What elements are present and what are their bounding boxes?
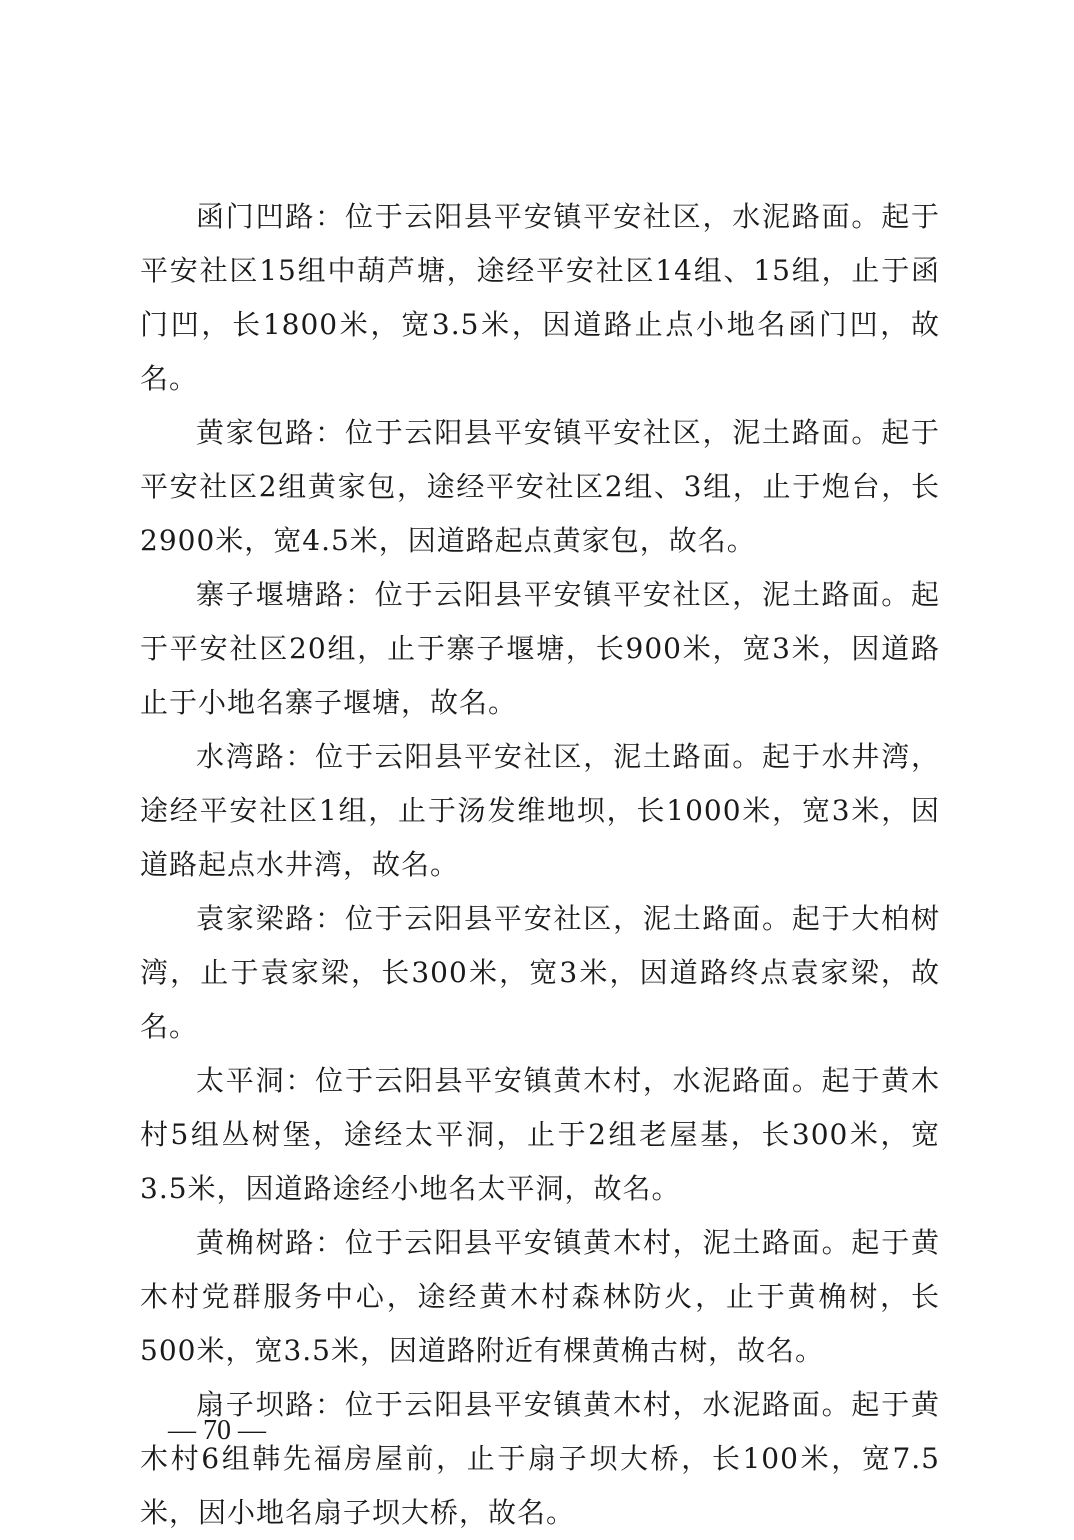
road-entry-huangjiabao: 黄家包路：位于云阳县平安镇平安社区，泥土路面。起于平安社区2组黄家包，途经平安社区2组、3组，止于炮台，长2900米，宽4.5米，因道路起点黄家包，故名。 [140,416,940,557]
road-entry-taipingdong: 太平洞：位于云阳县平安镇黄木村，水泥路面。起于黄木村5组丛树堡，途经太平洞，止于2组老屋基，长300米，宽3.5米，因道路途经小地名太平洞，故名。 [140,1064,940,1205]
page-number: — 70 — [168,1415,266,1446]
document-body [140,190,940,1540]
road-entry-yuanjialiang: 袁家梁路：位于云阳县平安社区，泥土路面。起于大柏树湾，止于袁家梁，长300米，宽3米，因道路终点袁家梁，故名。 [140,902,940,1043]
road-entry-hanmenao: 函门凹路：位于云阳县平安镇平安社区，水泥路面。起于平安社区15组中葫芦塘，途经平安社区14组、15组，止于函门凹，长1800米，宽3.5米，因道路止点小地名函门凹，故名。 [140,200,940,395]
road-entry-huangjueshu: 黄桷树路：位于云阳县平安镇黄木村，泥土路面。起于黄木村党群服务中心，途经黄木村森林防火，止于黄桷树，长500米，宽3.5米，因道路附近有棵黄桷古树，故名。 [140,1226,940,1367]
road-entry-shanziba: 扇子坝路：位于云阳县平安镇黄木村，水泥路面。起于黄木村6组韩先福房屋前，止于扇子坝大桥，长100米，宽7.5米，因小地名扇子坝大桥，故名。 [140,1388,940,1529]
road-entry-zhaiziyantang: 寨子堰塘路：位于云阳县平安镇平安社区，泥土路面。起于平安社区20组，止于寨子堰塘，长900米，宽3米，因道路止于小地名寨子堰塘，故名。 [140,578,940,719]
road-entry-shuiwan: 水湾路：位于云阳县平安社区，泥土路面。起于水井湾，途经平安社区1组，止于汤发维地坝，长1000米，宽3米，因道路起点水井湾，故名。 [140,740,940,881]
